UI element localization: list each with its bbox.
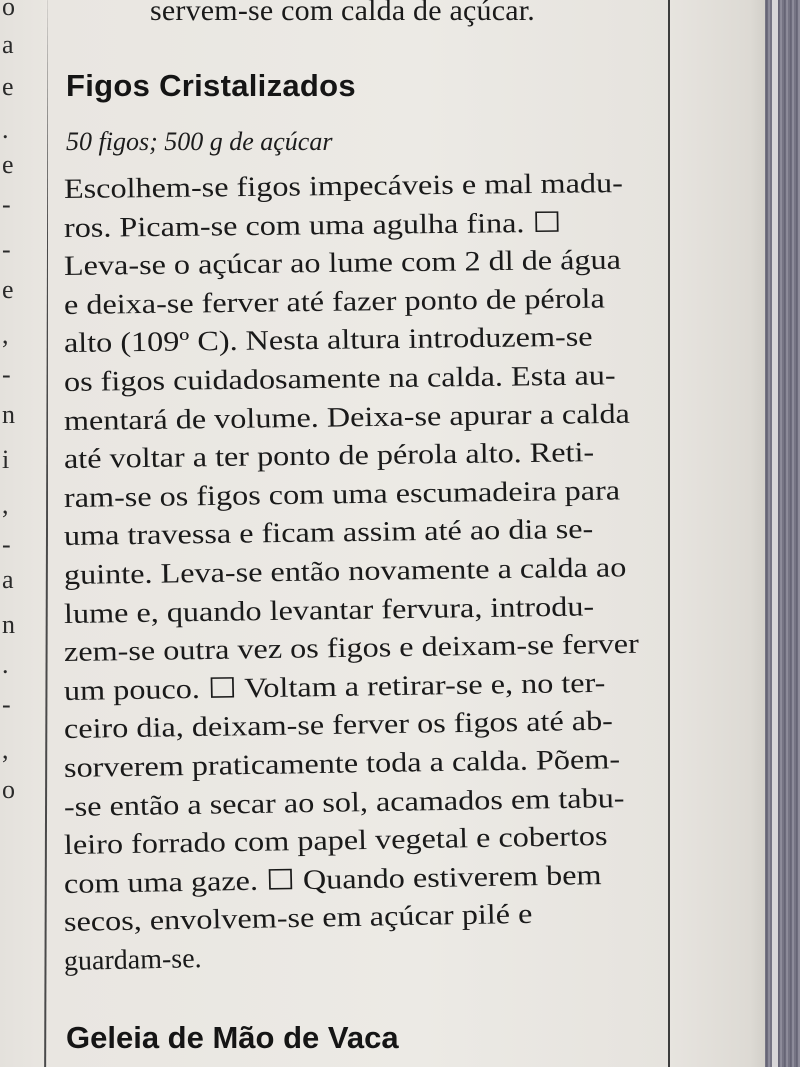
recipe-body-line: com uma gaze. ☐ Quando estiverem bem <box>63 859 602 900</box>
recipe-body-line: leiro forrado com papel vegetal e cobertos <box>63 821 608 862</box>
left-column-fragment: . <box>2 115 9 144</box>
left-column-fragment: i <box>2 445 10 474</box>
left-column-fragment: - <box>2 235 11 264</box>
left-column-fragment: a <box>2 30 14 59</box>
recipe-body-line: zem-se outra vez os figos e deixam-se ferver <box>63 628 640 669</box>
left-column-fragment: , <box>2 735 9 764</box>
left-column-fragment: e <box>2 275 14 304</box>
page-margin <box>670 0 770 1067</box>
recipe-yield: 50 figos; 500 g de açúcar <box>66 127 333 156</box>
previous-column-edge <box>0 0 46 1067</box>
recipe-body-line: até voltar a ter ponto de pérola alto. Reti- <box>63 437 595 476</box>
recipe-body-line: guardam-se. <box>63 943 202 977</box>
left-column-fragment: - <box>2 530 11 559</box>
left-column-fragment: - <box>2 690 11 719</box>
recipe-body-line: Leva-se o açúcar ao lume com 2 dl de água <box>63 244 622 283</box>
left-column-fragment: n <box>2 610 15 639</box>
recipe-body-line: sorverem praticamente toda a calda. Põem- <box>63 744 621 784</box>
recipe-body-line: e deixa-se ferver até fazer ponto de pérola <box>63 283 606 321</box>
recipe-body-line: alto (109º C). Nesta altura introduzem-se <box>63 321 593 360</box>
next-recipe-title: Geleia de Mão de Vaca <box>66 1020 399 1055</box>
recipe-body-line: ram-se os figos com uma escumadeira para <box>63 475 621 514</box>
recipe-body-line: ceiro dia, deixam-se ferver os figos até ab- <box>63 706 614 746</box>
left-column-fragment: e <box>2 72 14 101</box>
left-column-fragment: . <box>2 650 9 679</box>
recipe-body-line: -se então a secar ao sol, acamados em tabu- <box>63 782 625 823</box>
left-column-fragment: , <box>2 320 9 349</box>
left-column-fragment: - <box>2 190 11 219</box>
recipe-body-line: mentará de volume. Deixa-se apurar a calda <box>63 398 631 437</box>
recipe-body-line: uma travessa e ficam assim até ao dia se- <box>63 514 594 553</box>
left-column-fragment: o <box>2 775 15 804</box>
left-column-fragment: - <box>2 360 11 389</box>
left-column-fragment: o <box>2 0 15 21</box>
book-page-edges <box>765 0 800 1067</box>
left-column-fragment: n <box>2 400 15 429</box>
left-column-fragment: , <box>2 490 9 519</box>
recipe-body-line: os figos cuidadosamente na calda. Esta au- <box>63 360 616 398</box>
recipe-body-line: um pouco. ☐ Voltam a retirar-se e, no ter- <box>63 667 606 707</box>
recipe-body-line: ros. Picam-se com uma agulha fina. ☐ <box>63 207 562 244</box>
book-page-edge-highlight <box>772 0 778 1067</box>
recipe-body-line: Escolhem-se figos impecáveis e mal madu- <box>63 168 624 205</box>
recipe-body-line: secos, envolvem-se em açúcar pilé e <box>63 899 533 939</box>
left-column-fragment: a <box>2 565 14 594</box>
previous-recipe-last-line: servem-se com calda de açúcar. <box>150 0 535 27</box>
left-column-fragment: e <box>2 150 14 179</box>
recipe-body-line: lume e, quando levantar fervura, introdu- <box>63 590 595 630</box>
recipe-body-line: guinte. Leva-se então novamente a calda ao <box>63 552 627 591</box>
recipe-title: Figos Cristalizados <box>66 68 356 103</box>
